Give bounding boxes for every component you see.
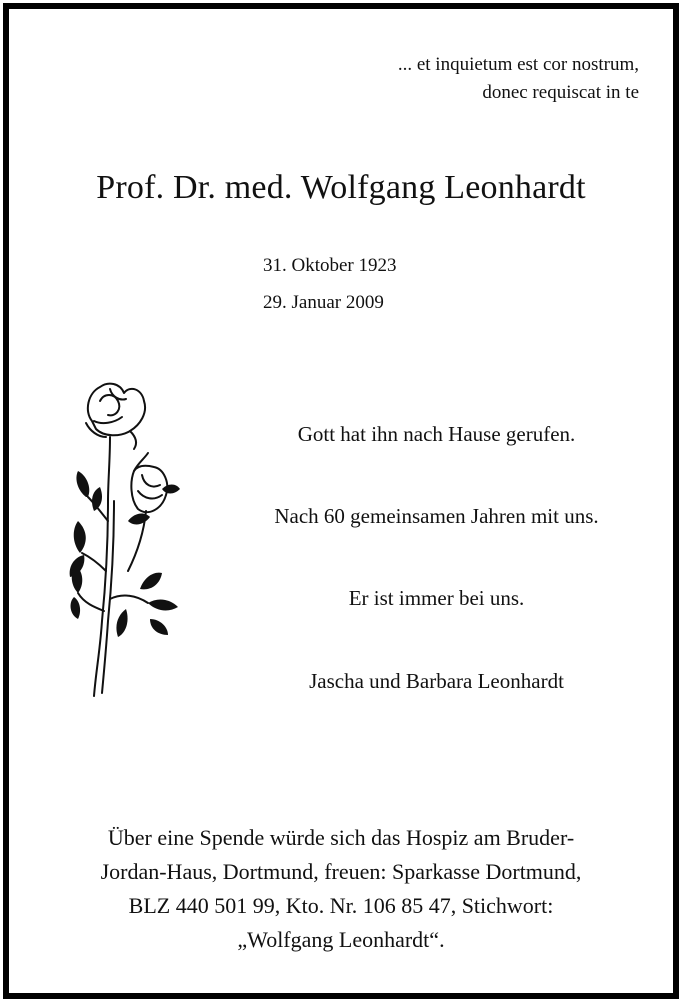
donation-notice (39, 821, 643, 957)
motto-line-2: donec requiscat in te (482, 82, 639, 103)
motto (398, 51, 639, 107)
message-line-2: Nach 60 gemeinsamen Jahren mit uns. (274, 504, 599, 528)
motto-line-1: ... et inquietum est cor nostrum, (397, 54, 639, 75)
donation-line-4: „Wolfgang Leonhardt“. (237, 927, 445, 952)
donation-line-2: Jordan-Haus, Dortmund, freuen: Sparkasse Dortmund, (100, 859, 582, 884)
rose-icon (64, 371, 194, 701)
signatories: Jascha und Barbara Leonhardt (309, 669, 564, 693)
donation-line-1: Über eine Spende würde sich das Hospiz am Bruder- (107, 825, 575, 850)
message-line-1: Gott hat ihn nach Hause gerufen. (297, 422, 576, 446)
deceased-name: Prof. Dr. med. Wolfgang Leonhardt (96, 169, 586, 206)
birth-date: 31. Oktober 1923 (263, 255, 397, 276)
donation-line-3: BLZ 440 501 99, Kto. Nr. 106 85 47, Stichwort: (128, 893, 554, 918)
message-line-3: Er ist immer bei uns. (348, 586, 525, 610)
death-date: 29. Januar 2009 (263, 292, 384, 313)
obituary-frame (3, 3, 679, 999)
